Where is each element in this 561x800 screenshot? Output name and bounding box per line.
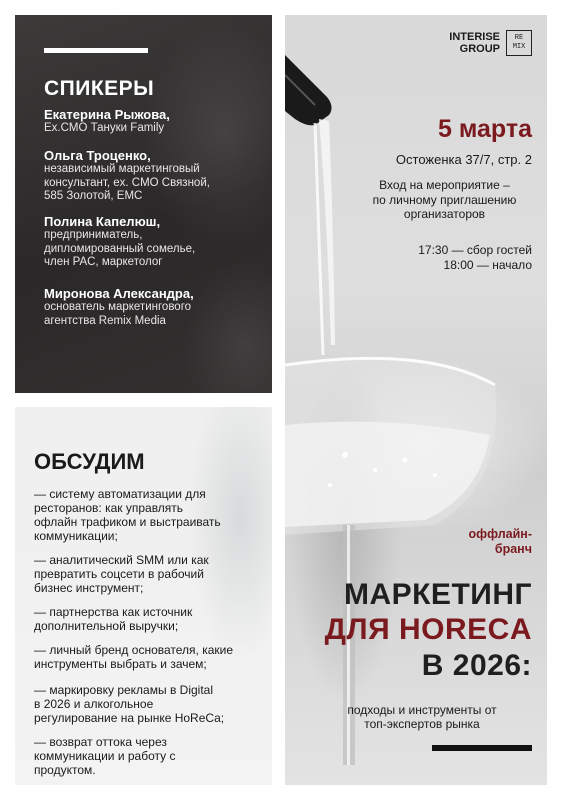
remix-logo: RE MIX: [506, 30, 532, 56]
partner-logos: [449, 30, 532, 56]
headline-line-3: В 2026:: [421, 649, 532, 682]
event-address: Остоженка 37/7, стр. 2: [395, 152, 532, 167]
headline-subtitle: подходы и инструменты от топ-экспертов рынка: [347, 703, 497, 731]
discuss-title: ОБСУДИМ: [34, 449, 145, 474]
speaker-item: [44, 107, 254, 136]
speaker-name: Миронова Александра,: [44, 286, 194, 301]
topic-item: — возврат оттока через коммуникации и работу с продуктом.: [34, 735, 176, 777]
event-date: 5 марта: [437, 115, 532, 143]
speakers-title: СПИКЕРЫ: [44, 77, 155, 100]
decorative-bar: [432, 745, 532, 751]
topic-item: — личный бренд основателя, какие инструменты выбрать и зачем;: [34, 643, 234, 671]
headline-line-1: МАРКЕТИНГ: [343, 578, 532, 611]
speaker-name: Полина Капелюш,: [44, 214, 161, 229]
event-poster: [285, 15, 547, 785]
speaker-role: основатель маркетингового агентства Remix Media: [44, 301, 192, 327]
speaker-item: [44, 214, 254, 270]
topic-item: — партнерства как источник дополнительной выручки;: [34, 605, 193, 633]
headline-line-2: ДЛЯ HORECA: [324, 613, 532, 646]
topic-item: — маркировку рекламы в Digital в 2026 и алкогольное регулирование на рынке HoReCa;: [34, 683, 225, 725]
entry-note: Вход на мероприятие – по личному приглашению организаторов: [372, 178, 517, 221]
topic-item: — систему автоматизации для ресторанов: как управлять офлайн трафиком и выстраивать коммуникации;: [34, 487, 221, 543]
speaker-item: [44, 286, 254, 328]
event-format: оффлайн- бранч: [468, 527, 532, 556]
interise-group-logo: INTERISE GROUP: [449, 31, 500, 55]
topic-item: — аналитический SMM или как превратить соцсети в рабочий бизнес инструмент;: [34, 553, 209, 595]
speaker-role: предприниматель, дипломированный сомелье, член PAC, маркетолог: [44, 229, 196, 268]
discuss-panel: [15, 407, 272, 785]
speaker-name: Екатерина Рыжова,: [44, 107, 170, 122]
speaker-role: Ex.CMO Тануки Family: [44, 122, 165, 134]
decorative-bar: [44, 48, 148, 53]
event-schedule: 17:30 — сбор гостей 18:00 — начало: [418, 243, 532, 272]
speaker-name: Ольга Троценко,: [44, 148, 151, 163]
speaker-role: независимый маркетинговый консультант, ex. CMO Связной, 585 Золотой, EMC: [44, 163, 210, 202]
speakers-panel: [15, 15, 272, 393]
speaker-item: [44, 148, 254, 204]
